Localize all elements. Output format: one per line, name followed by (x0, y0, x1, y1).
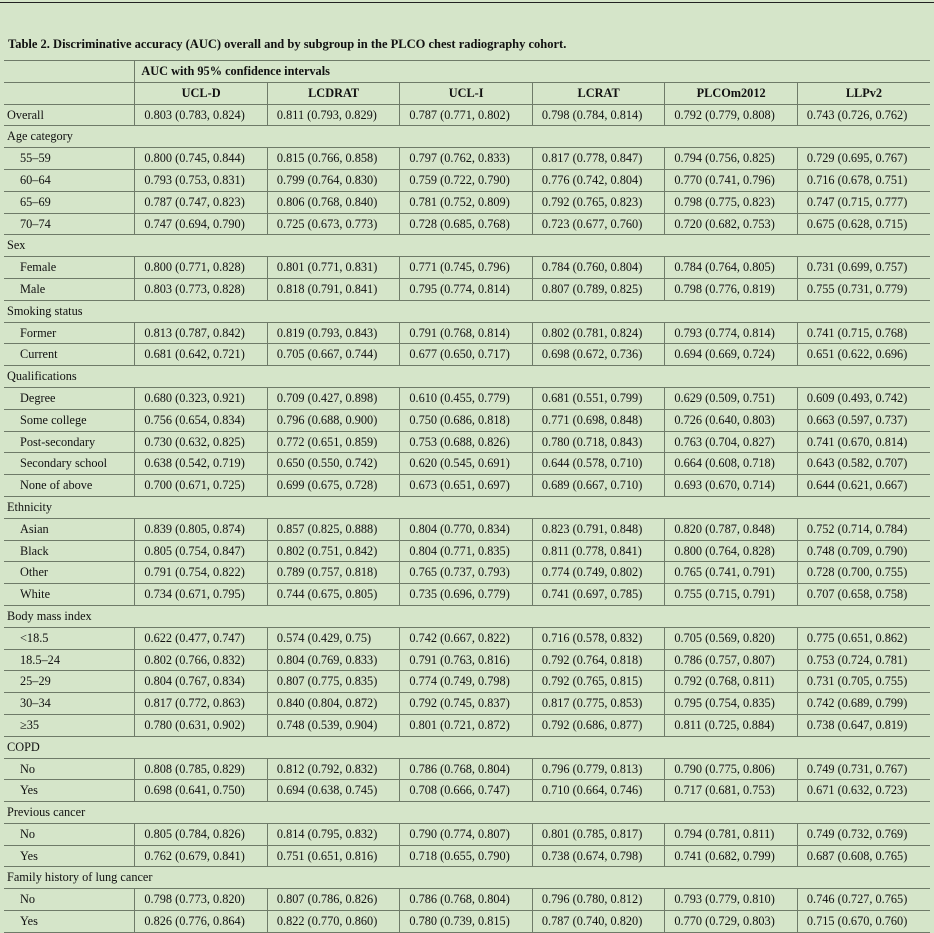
auc-cell: 0.671 (0.632, 0.723) (797, 780, 930, 802)
auc-cell: 0.638 (0.542, 0.719) (135, 453, 268, 475)
auc-cell: 0.801 (0.785, 0.817) (532, 823, 665, 845)
row-label: Degree (4, 387, 135, 409)
auc-cell: 0.790 (0.774, 0.807) (400, 823, 533, 845)
auc-cell: 0.826 (0.776, 0.864) (135, 911, 268, 933)
group-header-row (4, 235, 930, 257)
row-label: Black (4, 540, 135, 562)
auc-cell: 0.710 (0.664, 0.746) (532, 780, 665, 802)
auc-cell: 0.742 (0.689, 0.799) (797, 693, 930, 715)
table-row (4, 714, 930, 736)
auc-cell: 0.694 (0.669, 0.724) (665, 344, 798, 366)
auc-cell: 0.807 (0.775, 0.835) (267, 671, 400, 693)
auc-cell: 0.792 (0.768, 0.811) (665, 671, 798, 693)
auc-cell: 0.731 (0.705, 0.755) (797, 671, 930, 693)
auc-cell: 0.663 (0.597, 0.737) (797, 409, 930, 431)
auc-cell: 0.798 (0.775, 0.823) (665, 191, 798, 213)
auc-cell: 0.791 (0.763, 0.816) (400, 649, 533, 671)
auc-cell: 0.742 (0.667, 0.822) (400, 627, 533, 649)
auc-cell: 0.716 (0.678, 0.751) (797, 169, 930, 191)
auc-cell: 0.698 (0.672, 0.736) (532, 344, 665, 366)
auc-cell: 0.784 (0.760, 0.804) (532, 257, 665, 279)
row-label: Male (4, 278, 135, 300)
auc-cell: 0.820 (0.787, 0.848) (665, 518, 798, 540)
top-rule (0, 2, 934, 3)
auc-cell: 0.786 (0.757, 0.807) (665, 649, 798, 671)
row-label: Former (4, 322, 135, 344)
table-row (4, 671, 930, 693)
auc-cell: 0.811 (0.725, 0.884) (665, 714, 798, 736)
auc-cell: 0.741 (0.697, 0.785) (532, 584, 665, 606)
auc-cell: 0.650 (0.550, 0.742) (267, 453, 400, 475)
auc-cell: 0.750 (0.686, 0.818) (400, 409, 533, 431)
auc-cell: 0.708 (0.666, 0.747) (400, 780, 533, 802)
row-label: Current (4, 344, 135, 366)
group-label: Qualifications (4, 366, 930, 388)
auc-cell: 0.716 (0.578, 0.832) (532, 627, 665, 649)
auc-cell: 0.804 (0.767, 0.834) (135, 671, 268, 693)
auc-cell: 0.801 (0.721, 0.872) (400, 714, 533, 736)
column-header: UCL-D (135, 82, 268, 104)
row-label: 55–59 (4, 148, 135, 170)
group-label: Family history of lung cancer (4, 867, 930, 889)
row-label: 65–69 (4, 191, 135, 213)
table-row (4, 627, 930, 649)
auc-cell: 0.813 (0.787, 0.842) (135, 322, 268, 344)
auc-cell: 0.800 (0.764, 0.828) (665, 540, 798, 562)
auc-cell: 0.673 (0.651, 0.697) (400, 475, 533, 497)
auc-cell: 0.762 (0.679, 0.841) (135, 845, 268, 867)
auc-cell: 0.804 (0.770, 0.834) (400, 518, 533, 540)
auc-cell: 0.780 (0.631, 0.902) (135, 714, 268, 736)
auc-cell: 0.746 (0.727, 0.765) (797, 889, 930, 911)
header-corner-2 (4, 82, 135, 104)
table-row (4, 540, 930, 562)
row-label: Secondary school (4, 453, 135, 475)
auc-cell: 0.811 (0.778, 0.841) (532, 540, 665, 562)
table-row (4, 911, 930, 933)
table-body (4, 104, 930, 932)
auc-cell: 0.709 (0.427, 0.898) (267, 387, 400, 409)
table-row (4, 191, 930, 213)
table-caption: Table 2. Discriminative accuracy (AUC) overall and by subgroup in the PLCO chest radiography cohort. (8, 37, 567, 51)
auc-cell: 0.734 (0.671, 0.795) (135, 584, 268, 606)
auc-cell: 0.807 (0.789, 0.825) (532, 278, 665, 300)
auc-cell: 0.675 (0.628, 0.715) (797, 213, 930, 235)
auc-cell: 0.822 (0.770, 0.860) (267, 911, 400, 933)
auc-cell: 0.786 (0.768, 0.804) (400, 889, 533, 911)
auc-cell: 0.743 (0.726, 0.762) (797, 104, 930, 126)
table-row (4, 518, 930, 540)
auc-cell: 0.780 (0.739, 0.815) (400, 911, 533, 933)
table-row (4, 780, 930, 802)
auc-cell: 0.749 (0.731, 0.767) (797, 758, 930, 780)
auc-cell: 0.786 (0.768, 0.804) (400, 758, 533, 780)
auc-cell: 0.818 (0.791, 0.841) (267, 278, 400, 300)
auc-cell: 0.793 (0.774, 0.814) (665, 322, 798, 344)
auc-cell: 0.715 (0.670, 0.760) (797, 911, 930, 933)
group-header-row (4, 126, 930, 148)
table-row (4, 213, 930, 235)
table-row (4, 104, 930, 126)
auc-cell: 0.730 (0.632, 0.825) (135, 431, 268, 453)
auc-cell: 0.629 (0.509, 0.751) (665, 387, 798, 409)
auc-cell: 0.799 (0.764, 0.830) (267, 169, 400, 191)
auc-cell: 0.775 (0.651, 0.862) (797, 627, 930, 649)
auc-cell: 0.817 (0.775, 0.853) (532, 693, 665, 715)
auc-cell: 0.802 (0.751, 0.842) (267, 540, 400, 562)
auc-cell: 0.857 (0.825, 0.888) (267, 518, 400, 540)
column-header: LLPv2 (797, 82, 930, 104)
auc-cell: 0.805 (0.754, 0.847) (135, 540, 268, 562)
auc-cell: 0.735 (0.696, 0.779) (400, 584, 533, 606)
auc-cell: 0.728 (0.685, 0.768) (400, 213, 533, 235)
auc-cell: 0.699 (0.675, 0.728) (267, 475, 400, 497)
auc-cell: 0.794 (0.781, 0.811) (665, 823, 798, 845)
auc-cell: 0.747 (0.694, 0.790) (135, 213, 268, 235)
table-row (4, 431, 930, 453)
row-label: 18.5–24 (4, 649, 135, 671)
row-label: 30–34 (4, 693, 135, 715)
auc-cell: 0.705 (0.667, 0.744) (267, 344, 400, 366)
auc-cell: 0.796 (0.780, 0.812) (532, 889, 665, 911)
auc-table (4, 60, 930, 933)
auc-cell: 0.687 (0.608, 0.765) (797, 845, 930, 867)
header-corner (4, 61, 135, 83)
column-header: LCDRAT (267, 82, 400, 104)
auc-cell: 0.738 (0.647, 0.819) (797, 714, 930, 736)
table-row (4, 693, 930, 715)
auc-cell: 0.804 (0.771, 0.835) (400, 540, 533, 562)
auc-cell: 0.753 (0.688, 0.826) (400, 431, 533, 453)
auc-cell: 0.792 (0.765, 0.823) (532, 191, 665, 213)
auc-cell: 0.803 (0.783, 0.824) (135, 104, 268, 126)
row-label: No (4, 823, 135, 845)
auc-cell: 0.793 (0.753, 0.831) (135, 169, 268, 191)
auc-cell: 0.791 (0.768, 0.814) (400, 322, 533, 344)
group-label: Body mass index (4, 605, 930, 627)
auc-cell: 0.755 (0.731, 0.779) (797, 278, 930, 300)
auc-cell: 0.798 (0.773, 0.820) (135, 889, 268, 911)
table-row (4, 257, 930, 279)
auc-cell: 0.689 (0.667, 0.710) (532, 475, 665, 497)
group-header-row (4, 736, 930, 758)
group-header-row (4, 802, 930, 824)
auc-cell: 0.726 (0.640, 0.803) (665, 409, 798, 431)
auc-cell: 0.644 (0.578, 0.710) (532, 453, 665, 475)
auc-cell: 0.795 (0.754, 0.835) (665, 693, 798, 715)
auc-cell: 0.759 (0.722, 0.790) (400, 169, 533, 191)
row-label: Some college (4, 409, 135, 431)
auc-cell: 0.700 (0.671, 0.725) (135, 475, 268, 497)
auc-cell: 0.755 (0.715, 0.791) (665, 584, 798, 606)
auc-cell: 0.804 (0.769, 0.833) (267, 649, 400, 671)
auc-cell: 0.787 (0.747, 0.823) (135, 191, 268, 213)
column-header: UCL-I (400, 82, 533, 104)
group-label: Age category (4, 126, 930, 148)
auc-cell: 0.792 (0.779, 0.808) (665, 104, 798, 126)
auc-cell: 0.817 (0.778, 0.847) (532, 148, 665, 170)
group-header-row (4, 366, 930, 388)
auc-cell: 0.725 (0.673, 0.773) (267, 213, 400, 235)
auc-cell: 0.807 (0.786, 0.826) (267, 889, 400, 911)
group-label: Ethnicity (4, 496, 930, 518)
row-label: Yes (4, 780, 135, 802)
auc-cell: 0.802 (0.781, 0.824) (532, 322, 665, 344)
auc-cell: 0.738 (0.674, 0.798) (532, 845, 665, 867)
auc-cell: 0.817 (0.772, 0.863) (135, 693, 268, 715)
auc-cell: 0.792 (0.764, 0.818) (532, 649, 665, 671)
auc-cell: 0.643 (0.582, 0.707) (797, 453, 930, 475)
row-label: White (4, 584, 135, 606)
auc-cell: 0.694 (0.638, 0.745) (267, 780, 400, 802)
auc-cell: 0.622 (0.477, 0.747) (135, 627, 268, 649)
auc-cell: 0.802 (0.766, 0.832) (135, 649, 268, 671)
table-row (4, 823, 930, 845)
auc-cell: 0.840 (0.804, 0.872) (267, 693, 400, 715)
auc-cell: 0.805 (0.784, 0.826) (135, 823, 268, 845)
auc-cell: 0.741 (0.715, 0.768) (797, 322, 930, 344)
auc-cell: 0.774 (0.749, 0.798) (400, 671, 533, 693)
group-label: Previous cancer (4, 802, 930, 824)
group-label: Smoking status (4, 300, 930, 322)
table-row (4, 475, 930, 497)
auc-cell: 0.793 (0.779, 0.810) (665, 889, 798, 911)
auc-cell: 0.776 (0.742, 0.804) (532, 169, 665, 191)
auc-cell: 0.748 (0.709, 0.790) (797, 540, 930, 562)
table-row (4, 387, 930, 409)
auc-cell: 0.644 (0.621, 0.667) (797, 475, 930, 497)
auc-cell: 0.664 (0.608, 0.718) (665, 453, 798, 475)
row-label: Yes (4, 911, 135, 933)
auc-cell: 0.808 (0.785, 0.829) (135, 758, 268, 780)
auc-cell: 0.791 (0.754, 0.822) (135, 562, 268, 584)
auc-cell: 0.749 (0.732, 0.769) (797, 823, 930, 845)
row-label: Post-secondary (4, 431, 135, 453)
auc-cell: 0.794 (0.756, 0.825) (665, 148, 798, 170)
auc-cell: 0.681 (0.551, 0.799) (532, 387, 665, 409)
auc-cell: 0.707 (0.658, 0.758) (797, 584, 930, 606)
auc-cell: 0.752 (0.714, 0.784) (797, 518, 930, 540)
auc-cell: 0.741 (0.670, 0.814) (797, 431, 930, 453)
auc-cell: 0.609 (0.493, 0.742) (797, 387, 930, 409)
row-label: ≥35 (4, 714, 135, 736)
row-label: 60–64 (4, 169, 135, 191)
auc-cell: 0.728 (0.700, 0.755) (797, 562, 930, 584)
row-label: None of above (4, 475, 135, 497)
auc-cell: 0.744 (0.675, 0.805) (267, 584, 400, 606)
auc-cell: 0.765 (0.741, 0.791) (665, 562, 798, 584)
auc-cell: 0.753 (0.724, 0.781) (797, 649, 930, 671)
auc-cell: 0.839 (0.805, 0.874) (135, 518, 268, 540)
auc-cell: 0.780 (0.718, 0.843) (532, 431, 665, 453)
span-header: AUC with 95% confidence intervals (135, 61, 930, 83)
group-header-row (4, 867, 930, 889)
auc-cell: 0.806 (0.768, 0.840) (267, 191, 400, 213)
auc-cell: 0.770 (0.729, 0.803) (665, 911, 798, 933)
auc-cell: 0.795 (0.774, 0.814) (400, 278, 533, 300)
group-header-row (4, 300, 930, 322)
row-label: Yes (4, 845, 135, 867)
table-row (4, 584, 930, 606)
auc-cell: 0.693 (0.670, 0.714) (665, 475, 798, 497)
row-label: <18.5 (4, 627, 135, 649)
auc-cell: 0.741 (0.682, 0.799) (665, 845, 798, 867)
table-row (4, 845, 930, 867)
auc-cell: 0.771 (0.745, 0.796) (400, 257, 533, 279)
group-header-row (4, 496, 930, 518)
auc-cell: 0.731 (0.699, 0.757) (797, 257, 930, 279)
table-row (4, 453, 930, 475)
auc-cell: 0.681 (0.642, 0.721) (135, 344, 268, 366)
auc-cell: 0.620 (0.545, 0.691) (400, 453, 533, 475)
column-header: LCRAT (532, 82, 665, 104)
auc-cell: 0.717 (0.681, 0.753) (665, 780, 798, 802)
auc-cell: 0.819 (0.793, 0.843) (267, 322, 400, 344)
auc-cell: 0.765 (0.737, 0.793) (400, 562, 533, 584)
row-label: No (4, 758, 135, 780)
auc-cell: 0.811 (0.793, 0.829) (267, 104, 400, 126)
row-label: 70–74 (4, 213, 135, 235)
auc-cell: 0.787 (0.740, 0.820) (532, 911, 665, 933)
auc-cell: 0.781 (0.752, 0.809) (400, 191, 533, 213)
table-row (4, 278, 930, 300)
auc-cell: 0.772 (0.651, 0.859) (267, 431, 400, 453)
auc-cell: 0.574 (0.429, 0.75) (267, 627, 400, 649)
group-label: COPD (4, 736, 930, 758)
group-label: Sex (4, 235, 930, 257)
table-row (4, 169, 930, 191)
auc-cell: 0.800 (0.771, 0.828) (135, 257, 268, 279)
auc-cell: 0.747 (0.715, 0.777) (797, 191, 930, 213)
auc-cell: 0.698 (0.641, 0.750) (135, 780, 268, 802)
table-row (4, 344, 930, 366)
row-label: Other (4, 562, 135, 584)
auc-cell: 0.770 (0.741, 0.796) (665, 169, 798, 191)
auc-cell: 0.801 (0.771, 0.831) (267, 257, 400, 279)
auc-cell: 0.814 (0.795, 0.832) (267, 823, 400, 845)
table-row (4, 889, 930, 911)
auc-cell: 0.651 (0.622, 0.696) (797, 344, 930, 366)
auc-cell: 0.723 (0.677, 0.760) (532, 213, 665, 235)
row-label: Asian (4, 518, 135, 540)
table-header (4, 61, 930, 105)
auc-cell: 0.796 (0.779, 0.813) (532, 758, 665, 780)
auc-cell: 0.798 (0.784, 0.814) (532, 104, 665, 126)
auc-cell: 0.763 (0.704, 0.827) (665, 431, 798, 453)
row-label: Female (4, 257, 135, 279)
row-label: Overall (4, 104, 135, 126)
auc-cell: 0.798 (0.776, 0.819) (665, 278, 798, 300)
row-label: No (4, 889, 135, 911)
span-header-row (4, 61, 930, 83)
auc-cell: 0.812 (0.792, 0.832) (267, 758, 400, 780)
auc-cell: 0.800 (0.745, 0.844) (135, 148, 268, 170)
auc-cell: 0.751 (0.651, 0.816) (267, 845, 400, 867)
auc-cell: 0.796 (0.688, 0.900) (267, 409, 400, 431)
auc-cell: 0.677 (0.650, 0.717) (400, 344, 533, 366)
auc-cell: 0.774 (0.749, 0.802) (532, 562, 665, 584)
auc-cell: 0.610 (0.455, 0.779) (400, 387, 533, 409)
auc-cell: 0.748 (0.539, 0.904) (267, 714, 400, 736)
table-row (4, 758, 930, 780)
auc-cell: 0.680 (0.323, 0.921) (135, 387, 268, 409)
auc-cell: 0.718 (0.655, 0.790) (400, 845, 533, 867)
auc-cell: 0.792 (0.765, 0.815) (532, 671, 665, 693)
table-row (4, 322, 930, 344)
auc-cell: 0.823 (0.791, 0.848) (532, 518, 665, 540)
auc-cell: 0.792 (0.686, 0.877) (532, 714, 665, 736)
table-row (4, 148, 930, 170)
group-header-row (4, 605, 930, 627)
auc-cell: 0.803 (0.773, 0.828) (135, 278, 268, 300)
auc-cell: 0.790 (0.775, 0.806) (665, 758, 798, 780)
row-label: 25–29 (4, 671, 135, 693)
auc-cell: 0.789 (0.757, 0.818) (267, 562, 400, 584)
auc-cell: 0.815 (0.766, 0.858) (267, 148, 400, 170)
auc-cell: 0.729 (0.695, 0.767) (797, 148, 930, 170)
auc-cell: 0.787 (0.771, 0.802) (400, 104, 533, 126)
auc-cell: 0.756 (0.654, 0.834) (135, 409, 268, 431)
column-header: PLCOm2012 (665, 82, 798, 104)
auc-cell: 0.720 (0.682, 0.753) (665, 213, 798, 235)
auc-cell: 0.705 (0.569, 0.820) (665, 627, 798, 649)
table-row (4, 409, 930, 431)
table-row (4, 562, 930, 584)
column-header-row (4, 82, 930, 104)
auc-cell: 0.797 (0.762, 0.833) (400, 148, 533, 170)
table-row (4, 649, 930, 671)
auc-cell: 0.771 (0.698, 0.848) (532, 409, 665, 431)
auc-cell: 0.784 (0.764, 0.805) (665, 257, 798, 279)
auc-cell: 0.792 (0.745, 0.837) (400, 693, 533, 715)
